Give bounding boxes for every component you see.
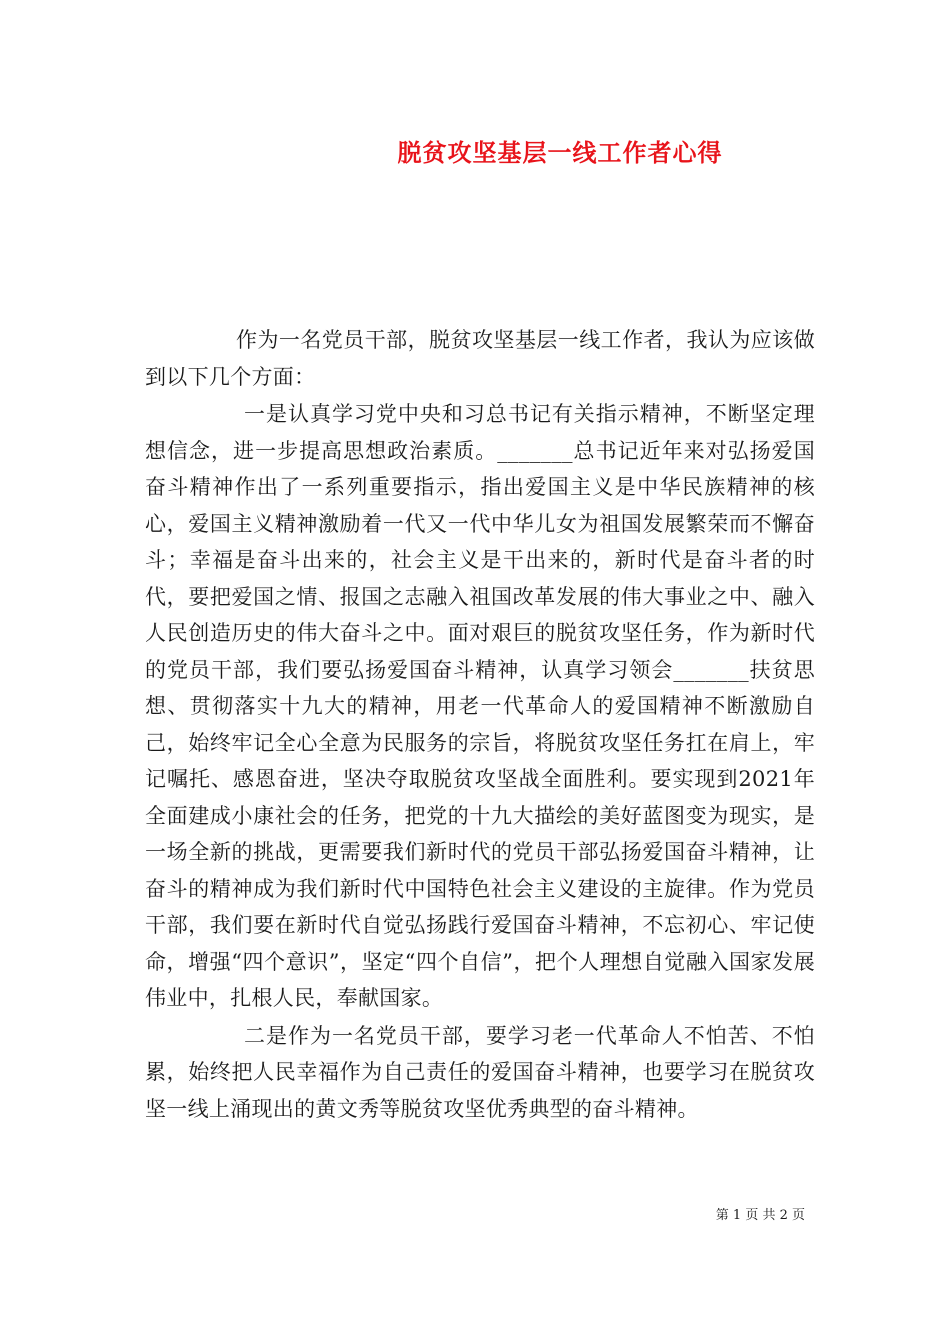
paragraph-point-two: 二是作为一名党员干部，要学习老一代革命人不怕苦、不怕累，始终把人民幸福作为自己责任的爱国奋斗精神，也要学习在脱贫攻坚一线上涌现出的黄文秀等脱贫攻坚优秀典型的奋斗精神。: [145, 1023, 815, 1121]
page-number: 第 1 页 共 2 页: [715, 1208, 805, 1223]
document-title: 脱贫攻坚基层一线工作者心得: [397, 138, 723, 167]
paragraph-point-one: 一是认真学习党中央和习总书记有关指示精神，不断坚定理想信念，进一步提高思想政治素质。_______总书记近年来对弘扬爱国奋斗精神作出了一系列重要指示，指出爱国主义是中华民族精神的核心，爱国主义精神激励着一代又一代中华儿女为祖国发展繁荣而不懈奋斗；幸福是奋斗出来的，社会主义是干出来的，新时代是奋斗者的时代，要把爱国之情、报国之志融入祖国改革发展的伟大事业之中、融入人民创造历史的伟大奋斗之中。面对艰巨的脱贫攻坚任务，作为新时代的党员干部，我们要弘扬爱国奋斗精神，认真学习领会_______扶贫思想、贯彻落实十九大的精神，用老一代革命人的爱国精神不断激励自己，始终牢记全心全意为民服务的宗旨，将脱贫攻坚任务扛在肩上，牢记嘱托、感恩奋进，坚决夺取脱贫攻坚战全面胜利。要实现到2021年全面建成小康社会的任务，把党的十九大描绘的美好蓝图变为现实，是一场全新的挑战，更需要我们新时代的党员干部弘扬爱国奋斗精神，让奋斗的精神成为我们新时代中国特色社会主义建设的主旋律。作为党员干部，我们要在新时代自觉弘扬践行爱国奋斗精神，不忘初心、牢记使命，增强“四个意识”，坚定“四个自信”，把个人理想自觉融入国家发展伟业中，扎根人民，奉献国家。: [145, 402, 815, 1010]
paragraph-intro: 作为一名党员干部，脱贫攻坚基层一线工作者，我认为应该做到以下几个方面：: [145, 328, 815, 389]
document-body: [145, 322, 815, 1127]
